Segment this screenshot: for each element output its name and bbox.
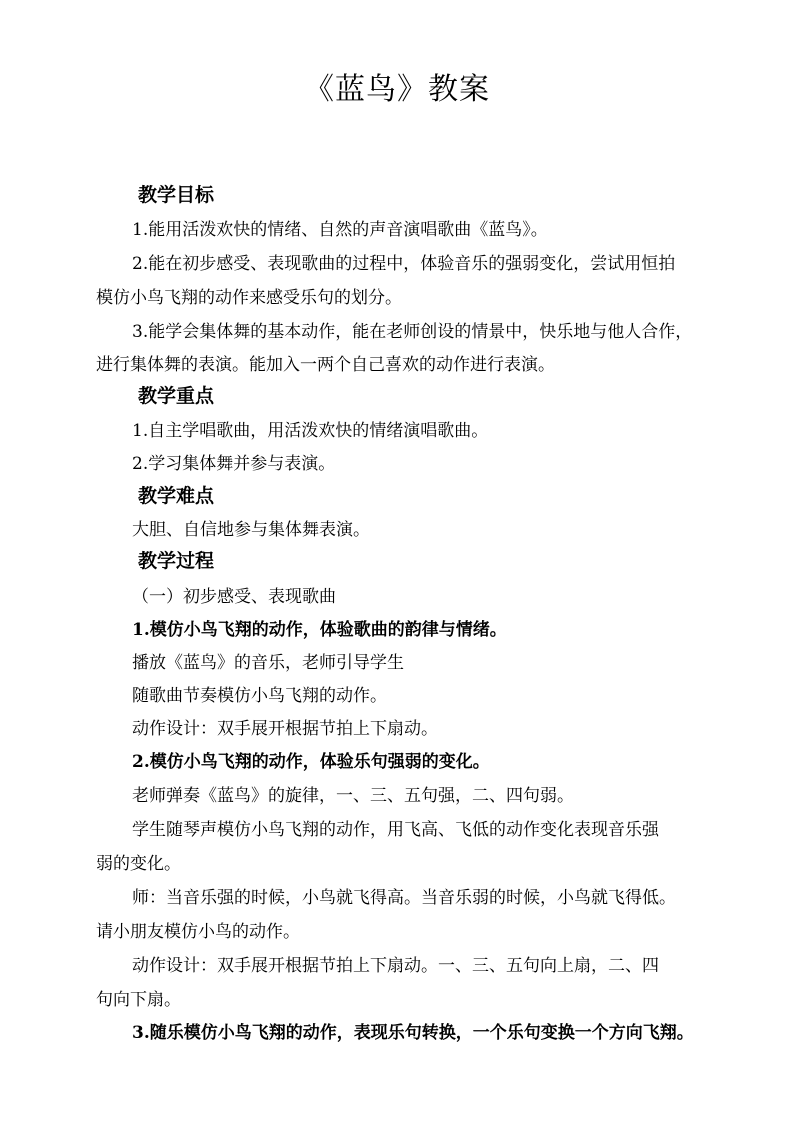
- goal-item-3: 3.能学会集体舞的基本动作，能在老师创设的情景中，快乐地与他人合作，: [132, 322, 693, 342]
- heading-difficulties: 教学难点: [138, 485, 215, 507]
- process-step-3: 3.随乐模仿小鸟飞翔的动作，表现乐句转换，一个乐句变换一个方向飞翔。: [132, 1023, 694, 1043]
- heading-teaching-process: 教学过程: [138, 550, 215, 572]
- goal-item-1: 1.能用活泼欢快的情绪、自然的声音演唱歌曲《蓝鸟》。: [132, 220, 548, 240]
- process-step-1-line-c: 动作设计：双手展开根据节拍上下扇动。: [132, 719, 438, 739]
- goal-item-3-continued: 进行集体舞的表演。能加入一两个自己喜欢的动作进行表演。: [96, 355, 555, 375]
- key-point-1: 1.自主学唱歌曲，用活泼欢快的情绪演唱歌曲。: [132, 421, 489, 441]
- process-step-2-line-c-continued: 请小朋友模仿小鸟的动作。: [96, 922, 300, 942]
- heading-teaching-goals: 教学目标: [138, 184, 215, 206]
- goal-item-2-continued: 模仿小鸟飞翔的动作来感受乐句的划分。: [96, 288, 402, 308]
- document-title: 《蓝鸟》教案: [304, 72, 490, 107]
- heading-key-points: 教学重点: [138, 385, 215, 407]
- process-section-1: （一）初步感受、表现歌曲: [132, 587, 336, 607]
- difficulty-1: 大胆、自信地参与集体舞表演。: [132, 520, 370, 540]
- process-step-2-line-c: 师：当音乐强的时候，小鸟就飞得高。当音乐弱的时候，小鸟就飞得低。: [132, 888, 676, 908]
- process-step-1-line-a: 播放《蓝鸟》的音乐，老师引导学生: [132, 653, 404, 673]
- goal-item-2: 2.能在初步感受、表现歌曲的过程中，体验音乐的强弱变化，尝试用恒拍: [132, 254, 676, 274]
- process-step-1: 1.模仿小鸟飞翔的动作，体验歌曲的韵律与情绪。: [132, 620, 507, 640]
- key-point-2: 2.学习集体舞并参与表演。: [132, 454, 336, 474]
- process-step-2-line-b-continued: 弱的变化。: [96, 854, 181, 874]
- process-step-2-line-a: 老师弹奏《蓝鸟》的旋律，一、三、五句强，二、四句弱。: [132, 786, 574, 806]
- process-step-1-line-b: 随歌曲节奏模仿小鸟飞翔的动作。: [132, 686, 387, 706]
- process-step-2-line-d: 动作设计：双手展开根据节拍上下扇动。一、三、五句向上扇，二、四: [132, 956, 659, 976]
- process-step-2: 2.模仿小鸟飞翔的动作，体验乐句强弱的变化。: [132, 752, 490, 772]
- process-step-2-line-b: 学生随琴声模仿小鸟飞翔的动作，用飞高、飞低的动作变化表现音乐强: [132, 820, 659, 840]
- process-step-2-line-d-continued: 句向下扇。: [96, 990, 181, 1010]
